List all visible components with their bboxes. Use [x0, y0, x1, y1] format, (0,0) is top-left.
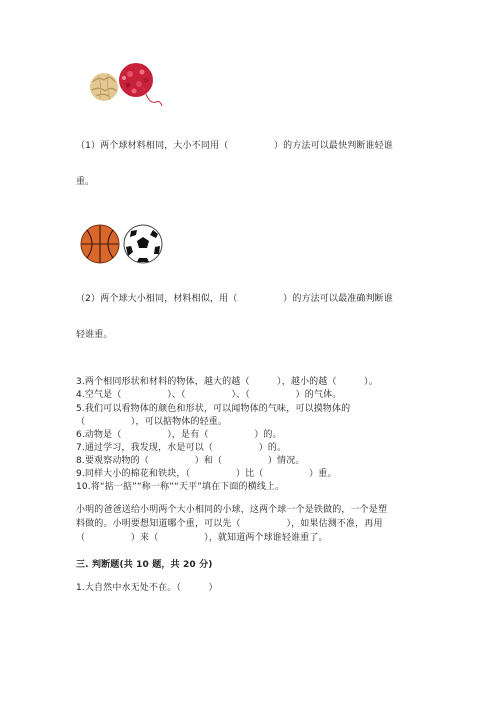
question-1-line-1: （1）两个球材料相同，大小不同用（ ）的方法可以最快判断谁轻谁	[76, 141, 393, 151]
fill-item-5: 5.我们可以看物体的颜色和形状，可以闻物体的气味，可以摸物体的	[76, 404, 351, 414]
fill-item-10: 10.将“掂一掂”“称一称”“天平”填在下面的横线上。	[76, 482, 285, 492]
judgement-question-1: 1.大自然中水无处不在。（ ）	[76, 583, 218, 593]
section-3-heading: 三. 判断题(共 10 题，共 20 分)	[76, 560, 213, 570]
walnut-and-yarn-ball-image	[84, 58, 166, 110]
fill-item-5-cont: （ ），可以掂物体的轻重。	[76, 417, 228, 427]
paragraph-line-2: 料做的。小明要想知道哪个重，可以先（ ），如果估测不准，再用	[76, 519, 383, 529]
fill-item-7: 7.通过学习，我发现，水是可以（ ）的。	[76, 443, 287, 453]
question-1-line-2: 重。	[76, 177, 95, 187]
question-2-line-1: （2）两个球大小相同，材料相似，用（ ）的方法可以最准确判断谁	[76, 294, 393, 304]
fill-item-3: 3.两个相同形状和材料的物体，越大的越（ ），越小的越（ ）。	[76, 377, 378, 387]
basketball-and-football-image	[79, 222, 165, 266]
paragraph-line-1: 小明的爸爸送给小明两个大小相同的小球，这两个球一个是铁做的，一个是塑	[76, 505, 388, 515]
fill-item-6: 6.动物是（ ），是有（ ）的。	[76, 430, 282, 440]
fill-item-8: 8.要观察动物的（ ）和（ ）情况。	[76, 456, 305, 466]
fill-item-9: 9.同样大小的棉花和铁块，（ ）比（ ）重。	[76, 469, 337, 479]
fill-item-4: 4.空气是（ ）、（ ）、（ ）的气体。	[76, 390, 342, 400]
question-2-line-2: 轻谁重。	[76, 330, 113, 340]
paragraph-line-3: （ ）来（ ），就知道两个球谁轻谁重了。	[76, 533, 328, 543]
